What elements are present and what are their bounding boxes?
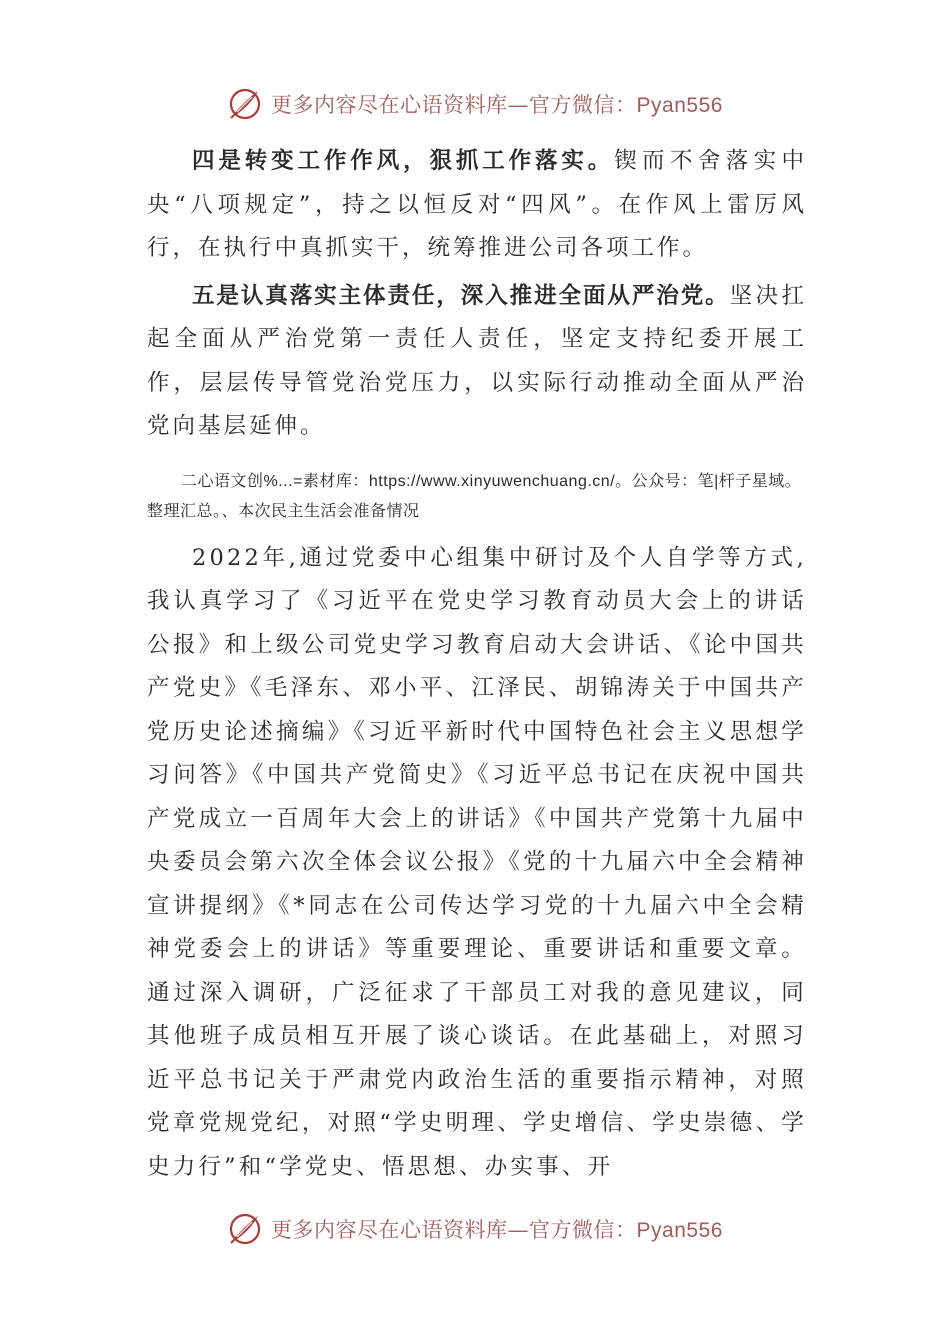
main-paragraph: 2022年,通过党委中心组集中研讨及个人自学等方式,我认真学习了《习近平在党史学习教育动员大会上的讲话公报》和上级公司党史学习教育启动大会讲话、《论中国共产党史》《毛泽东、邓小平、江泽民、胡锦涛关于中国共产党历史论述摘编》《习近平新时代中国特色社会主义思想学习问答》《中国共产党简史》《习近平总书记在庆祝中国共产党成立一百周年大会上的讲话》《中国共产党第十九届中央委员会第六次全体会议公报》《党的十九届六中全会精神宣讲提纲》《*同志在公司传达学习党的十九届六中全会精神党委会上的讲话》等重要理论、重要讲话和重要文章。通过深入调研，广泛征求了干部员工对我的意见建议，同其他班子成员相互开展了谈心谈话。在此基础上，对照习近平总书记关于严肃党内政治生活的重要指示精神，对照党章党规党纪，对照“学史明理、学史增信、学史崇德、学史力行”和“学党史、悟思想、办实事、开 [147, 544, 807, 1180]
banner-text: 更多内容尽在心语资料库—官方微信：Pyan556 [271, 1218, 723, 1242]
paragraph-four-heading: 四是转变工作作风，狠抓工作落实。 [192, 148, 615, 174]
paragraph-four [147, 140, 807, 271]
wechat-id: Pyan556 [636, 94, 723, 117]
paragraph-five-heading: 五是认真落实主体责任，深入推进全面从严治党。 [192, 282, 730, 309]
section-note: 二心语文创%...=素材库：https://www.xinyuwenchuang.cn/。公众号：笔|杆子星域。整理汇总。、本次民主生活会准备情况 [147, 472, 802, 520]
quill-pen-logo-icon [227, 86, 263, 122]
paragraph-five-body: 坚决扛起全面从严治党第一责任人责任，坚定支持纪委开展工作，层层传导管党治党压力，以实际行动推动全面从严治党向基层延伸。 [147, 282, 807, 439]
paragraph-four-body: 锲而不舍落实中央“八项规定”，持之以恒反对“四风”。在作风上雷厉风行，在执行中真抓实干，统筹推进公司各项工作。 [147, 148, 807, 261]
banner-text: 更多内容尽在心语资料库—官方微信：Pyan556 [271, 93, 723, 117]
paragraph-five [147, 275, 807, 449]
header-banner [0, 82, 950, 126]
document-body [147, 140, 807, 1189]
footer-banner [0, 1207, 950, 1251]
quill-pen-logo-icon [227, 1211, 263, 1247]
wechat-id: Pyan556 [636, 1219, 723, 1242]
